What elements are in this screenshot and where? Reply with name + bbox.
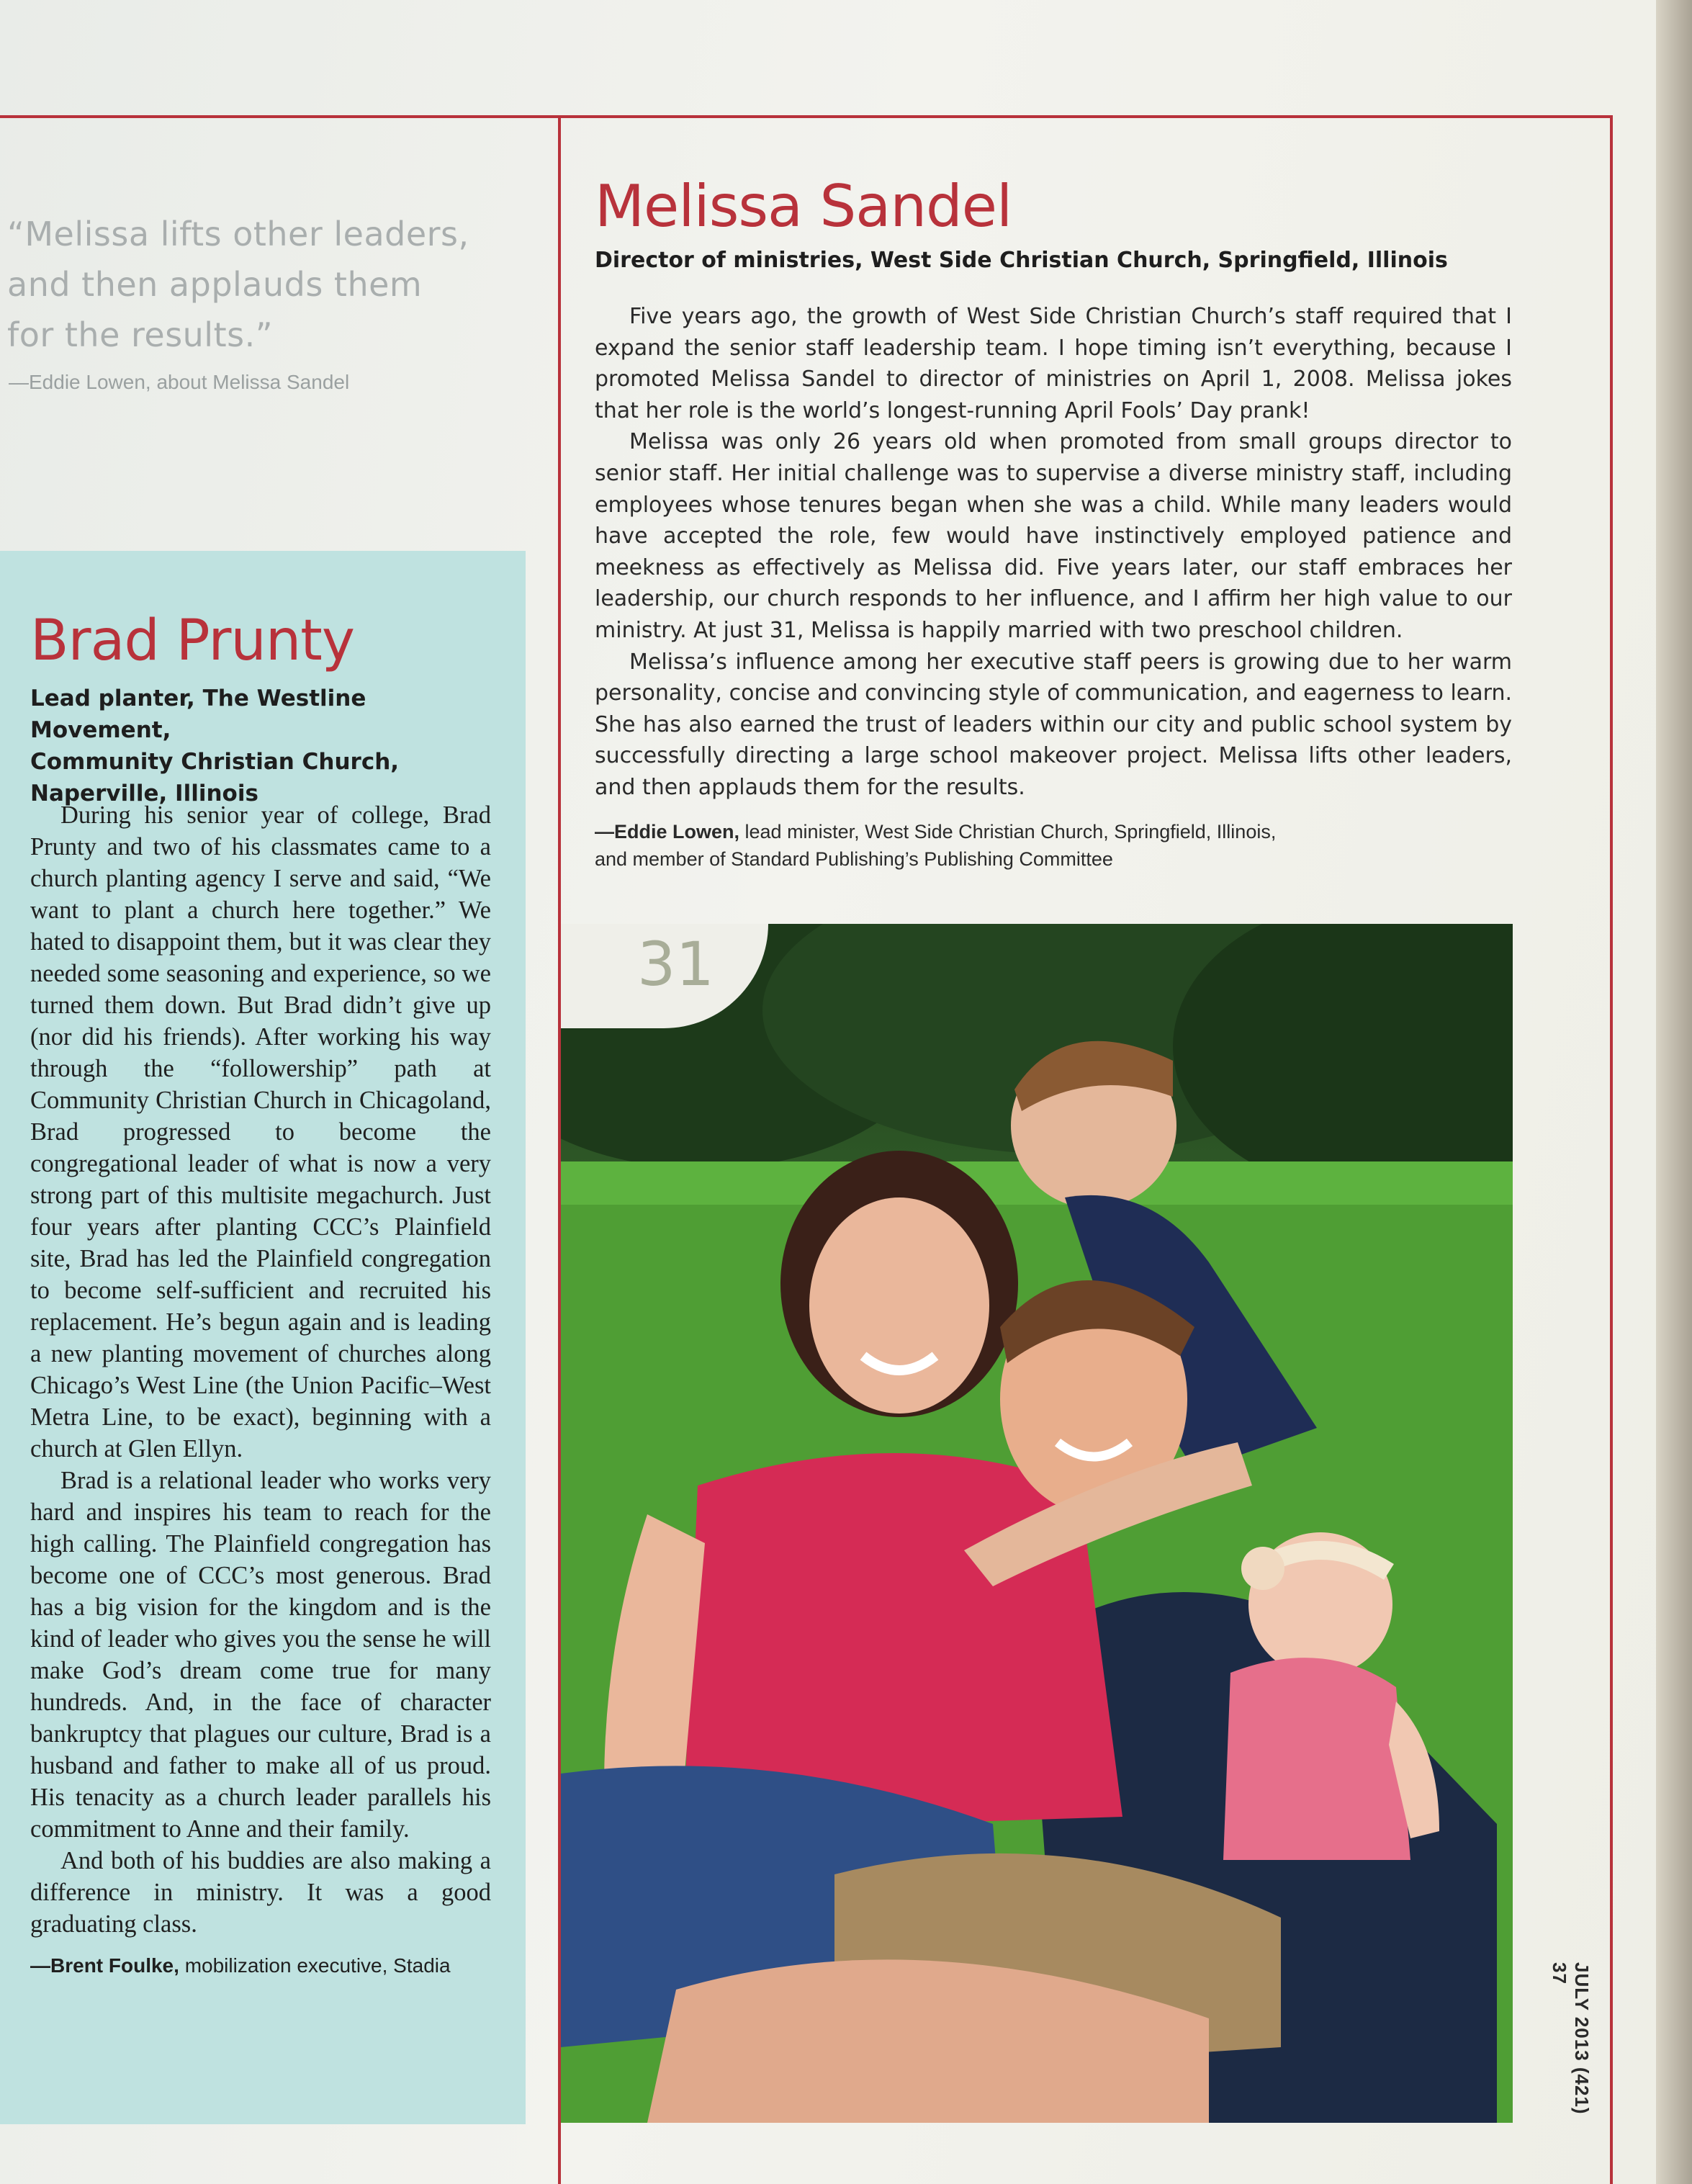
pull-quote [7,209,540,360]
melissa-name-heading: Melissa Sandel [595,173,1012,240]
melissa-article-body [595,301,1512,873]
melissa-attribution-name: —Eddie Lowen, [595,820,740,842]
brad-paragraph: Brad is a relational leader who works very hard and inspires his team to reach for the high calling. The Plainfield congregation has become one of CCC’s most generous. Brad has a big vision for the kingdom and is the kind of leader who gives you the sense he will make God’s dream come true for many hundreds. And, in the face of character bankruptcy that plagues our culture, Brad is a husband and father to make all of us proud. His tenacity as a church leader parallels his commitment to Anne and their family. [30,1467,491,1843]
brad-paragraph: And both of his buddies are also making a difference in ministry. It was a good graduating class. [30,1847,491,1938]
pull-quote-attribution: —Eddie Lowen, about Melissa Sandel [9,371,350,393]
ranking-number: 31 [637,929,714,999]
family-photo [561,924,1513,2123]
pull-quote-line: for the results.” [7,315,274,354]
brad-attribution-title: mobilization executive, Stadia [179,1954,451,1977]
melissa-attribution-line2: and member of Standard Publishing’s Publishing Committee [595,848,1113,870]
brad-role-line: Lead planter, The Westline Movement, [30,686,366,743]
pull-quote-line: and then applauds them [7,265,423,304]
melissa-paragraph: Melissa’s influence among her executive staff peers is growing due to her warm personality, concise and convincing style of communication, and eagerness to learn. She has also earned the trust of leaders within our city and public school system by successfully directing a large school makeover project. Melissa lifts other leaders, and then applauds them for the results. [595,649,1512,800]
brad-role-line: Naperville, Illinois [30,781,258,806]
page-folio: JULY 2013 (421) 37 [1549,1962,1593,2115]
melissa-role: Director of ministries, West Side Christian Church, Springfield, Illinois [595,248,1448,273]
melissa-attribution [595,818,1387,873]
melissa-attribution-title: lead minister, West Side Christian Church, Springfield, Illinois, [739,820,1277,842]
brad-role [30,683,505,809]
family-photo-illustration [561,924,1513,2123]
melissa-paragraph: Melissa was only 26 years old when promoted from small groups director to senior staff. Her initial challenge was to supervise a diverse ministry staff, including employees whose tenures began when she was a child. While many leaders would have accepted the role, few would have instinctively employed patience and meekness as effectively as Melissa did. Five years later, our staff embraces her leadership, our church responds to her influence, and I affirm her high value to our ministry. At just 31, Melissa is happily married with two preschool children. [595,429,1512,643]
brad-attribution [30,1950,491,1982]
brad-article-body [30,799,491,1982]
brad-paragraph: During his senior year of college, Brad Prunty and two of his classmates came to a church planting agency I serve and said, “We want to plant a church here together.” We hated to disappoint them, but it was clear they needed some seasoning and experience, so we turned them down. But Brad didn’t give up (nor did his friends). After working his way through the “followership” path at Community Christian Church in Chicagoland, Brad progressed to become the congregational leader of what is now a very strong part of this multisite megachurch. Just four years after planting CCC’s Plainfield site, Brad has led the Plainfield congregation to become self-sufficient and recruited his replacement. He’s begun again and is leading a new planting movement of churches along Chicago’s West Line (the Union Pacific–West Metra Line, to be exact), beginning with a church at Glen Ellyn. [30,801,491,1462]
frame-rule-right [1610,115,1613,2184]
melissa-paragraph: Five years ago, the growth of West Side Christian Church’s staff required that I expand the senior staff leadership team. I hope timing isn’t everything, because I promoted Melissa Sandel to director of ministries on April 1, 2008. Melissa jokes that her role is the world’s longest-running April Fools’ Day prank! [595,304,1512,423]
pull-quote-line: “Melissa lifts other leaders, [7,215,469,253]
brad-attribution-name: —Brent Foulke, [30,1954,179,1977]
page-gutter-edge [1656,0,1692,2184]
brad-role-line: Community Christian Church, [30,749,400,775]
frame-rule-top [0,115,1613,118]
brad-name-heading: Brad Prunty [30,608,355,673]
